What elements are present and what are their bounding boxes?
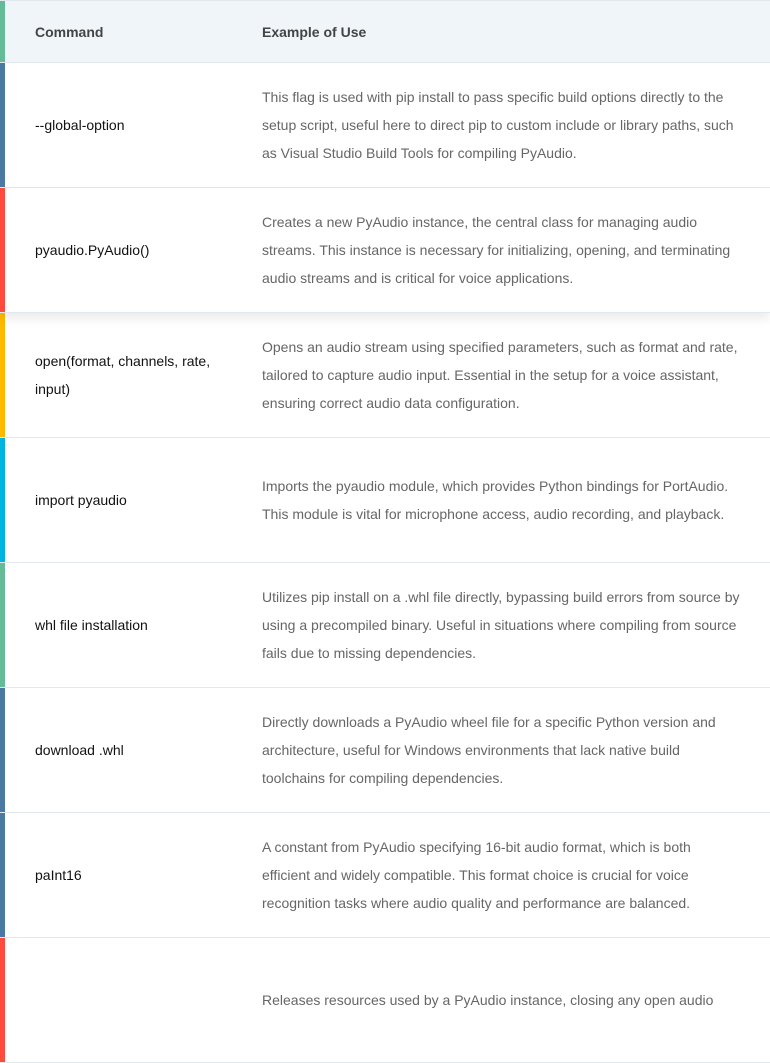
row-accent-bar <box>0 438 5 562</box>
column-header-example: Example of Use <box>262 23 367 40</box>
command-text: paInt16 <box>35 867 82 883</box>
command-cell <box>0 236 262 264</box>
example-cell: This flag is used with pip install to pass specific build options directly to the setup script, useful here to direct pip to custom include or library paths, such as Visual Studio Build Tools for compiling PyAudio. <box>262 89 734 161</box>
table-row <box>0 688 770 813</box>
table-row <box>0 438 770 563</box>
example-cell: A constant from PyAudio specifying 16-bit audio format, which is both efficient and widely compatible. This format choice is crucial for voice recognition tasks where audio quality and performance are balanced. <box>262 839 691 911</box>
example-cell: Utilizes pip install on a .whl file directly, bypassing build errors from source by using a precompiled binary. Useful in situations where compiling from source fails due to missing dependencies. <box>262 589 740 661</box>
table-header <box>0 0 770 63</box>
row-accent-bar <box>0 688 5 812</box>
command-cell <box>0 611 262 639</box>
column-header-command: Command <box>35 23 104 40</box>
row-accent-bar <box>0 313 5 437</box>
command-cell <box>0 111 262 139</box>
table-row <box>0 813 770 938</box>
command-cell <box>0 347 262 403</box>
row-accent-bar <box>0 1 5 62</box>
row-accent-bar <box>0 938 5 1062</box>
command-text: --global-option <box>35 117 125 133</box>
example-cell: Directly downloads a PyAudio wheel file for a specific Python version and architecture, useful for Windows environments that lack native build toolchains for compiling dependencies. <box>262 714 716 786</box>
command-text: download .whl <box>35 742 124 758</box>
table-row <box>0 938 770 1063</box>
table-row <box>0 188 770 313</box>
row-accent-bar <box>0 813 5 937</box>
command-cell <box>0 861 262 889</box>
example-cell: Opens an audio stream using specified parameters, such as format and rate, tailored to capture audio input. Essential in the setup for a voice assistant, ensuring correct audio data configuration. <box>262 339 738 411</box>
command-text: whl file installation <box>35 617 148 633</box>
table-row <box>0 313 770 438</box>
command-cell <box>0 486 262 514</box>
table-row <box>0 563 770 688</box>
command-text: pyaudio.PyAudio() <box>35 242 150 258</box>
table-row <box>0 63 770 188</box>
command-text: import pyaudio <box>35 492 127 508</box>
command-cell <box>0 736 262 764</box>
row-accent-bar <box>0 188 5 312</box>
row-accent-bar <box>0 63 5 187</box>
row-accent-bar <box>0 563 5 687</box>
example-cell: Releases resources used by a PyAudio instance, closing any open audio <box>262 992 714 1008</box>
example-cell: Creates a new PyAudio instance, the central class for managing audio streams. This instance is necessary for initializing, opening, and terminating audio streams and is critical for voice applications. <box>262 214 731 286</box>
command-text: open(format, channels, rate, input) <box>35 353 211 397</box>
example-cell: Imports the pyaudio module, which provides Python bindings for PortAudio. This module is vital for microphone access, audio recording, and playback. <box>262 478 729 522</box>
